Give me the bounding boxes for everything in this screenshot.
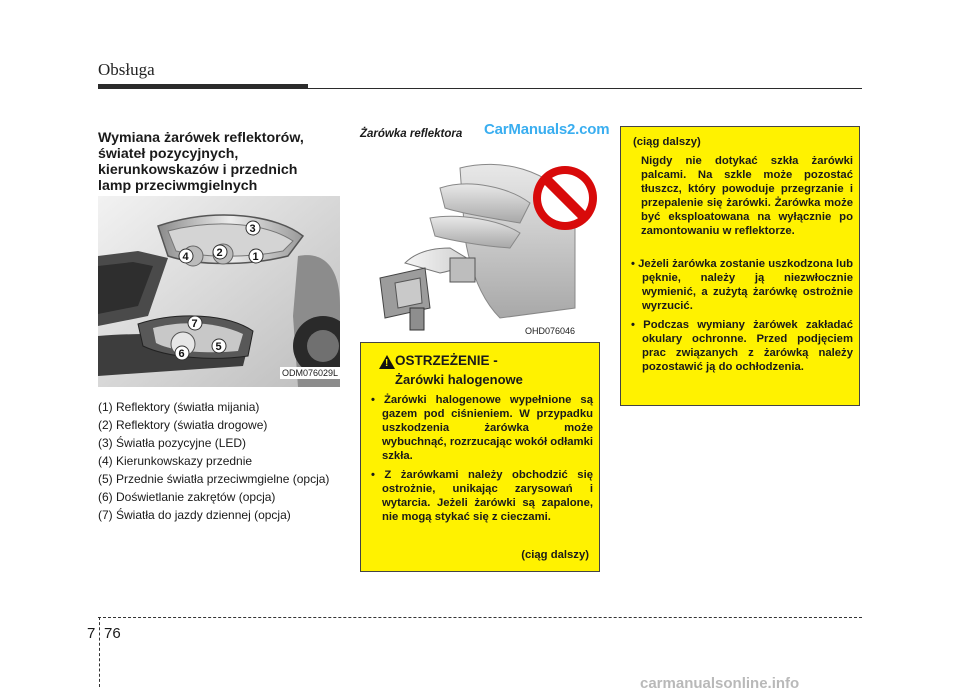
- section-heading: [98, 130, 338, 194]
- hand-bulb-illustration: [360, 148, 600, 338]
- figure-code: ODM076029L: [281, 368, 338, 378]
- section-heading-line: lamp przeciwmgielnych: [98, 178, 258, 194]
- warning-box: [360, 342, 600, 572]
- header-title: Obsługa: [98, 60, 155, 79]
- continuation-paragraph: Nigdy nie dotykać szkła żarówki palcami. Na szkle może pozostać tłuszcz, który powoduje przegrzanie i przepalenie się żarówki. Żarówka może być eksploatowana na wyłącznie po zamontowaniu w reflektorze.: [641, 155, 853, 237]
- callout-2: 2: [216, 247, 223, 259]
- figure-code: OHD076046: [525, 326, 576, 336]
- callout-4: 4: [182, 251, 189, 263]
- watermark[interactable]: CarManuals2.com: [484, 121, 610, 138]
- parts-list: [98, 400, 348, 526]
- list-item: (3) Światła pozycyjne (LED): [98, 436, 247, 450]
- warning-subtitle: Żarówki halogenowe: [395, 372, 523, 387]
- warning-title: OSTRZEŻENIE -: [395, 353, 498, 368]
- warning-exclamation-icon: !: [385, 358, 389, 369]
- list-item: (4) Kierunkowskazy przednie: [98, 454, 253, 468]
- list-item: (7) Światła do jazdy dziennej (opcja): [98, 508, 291, 522]
- figure-caption: Żarówka reflektora: [360, 128, 463, 140]
- footer-rule-vertical: [99, 617, 100, 687]
- continuation-bullets: [631, 257, 853, 379]
- header-rule: [98, 88, 862, 89]
- section-heading-line: Wymiana żarówek reflektorów,: [98, 130, 304, 146]
- list-item: (1) Reflektory (światła mijania): [98, 400, 260, 414]
- bulb-figure: [360, 148, 600, 338]
- list-item: • Z żarówkami należy obchodzić się ostrożnie, unikając zarysowań i wytarcia. Jeżeli żarówki są zapalone, nie mogą stykać się z cieczami.: [371, 469, 593, 523]
- list-item: (5) Przednie światła przeciwmgielne (opcja): [98, 472, 330, 486]
- headlamp-figure: [98, 196, 340, 387]
- list-item: (6) Doświetlanie zakrętów (opcja): [98, 490, 276, 504]
- list-item: (2) Reflektory (światła drogowe): [98, 418, 268, 432]
- callout-1: 1: [252, 251, 259, 263]
- list-item: • Żarówki halogenowe wypełnione są gazem pod ciśnieniem. W przypadku uszkodzenia żarówka może wybuchnąć, rozrzucając wokół odłamki szkła.: [371, 394, 593, 462]
- callout-5: 5: [215, 341, 222, 353]
- section-heading-line: świateł pozycyjnych,: [98, 146, 239, 162]
- footer-watermark[interactable]: carmanualsonline.info: [640, 675, 800, 692]
- section-heading-line: kierunkowskazów i przednich: [98, 162, 298, 178]
- chapter-number: 7: [87, 625, 96, 642]
- continued-header: (ciąg dalszy): [633, 136, 701, 148]
- page-number: 76: [104, 625, 121, 642]
- callout-6: 6: [178, 348, 185, 360]
- prohibition-icon: [533, 166, 597, 230]
- continuation-box: [620, 126, 860, 406]
- continued-label: (ciąg dalszy): [521, 549, 589, 561]
- car-front-illustration: [98, 196, 340, 387]
- list-item: • Podczas wymiany żarówek zakładać okulary ochronne. Przed podjęciem prac związanych z żarówką należy pozostawić ją do ochłodzenia.: [631, 319, 853, 373]
- footer-rule: [98, 617, 862, 618]
- warning-bullets: [371, 393, 593, 529]
- callout-3: 3: [249, 223, 256, 235]
- callout-7: 7: [191, 318, 198, 330]
- list-item: • Jeżeli żarówka zostanie uszkodzona lub pęknie, należy ją niezwłocznie wymienić, a zużytą żarówkę ostrożnie wyrzucić.: [631, 258, 853, 312]
